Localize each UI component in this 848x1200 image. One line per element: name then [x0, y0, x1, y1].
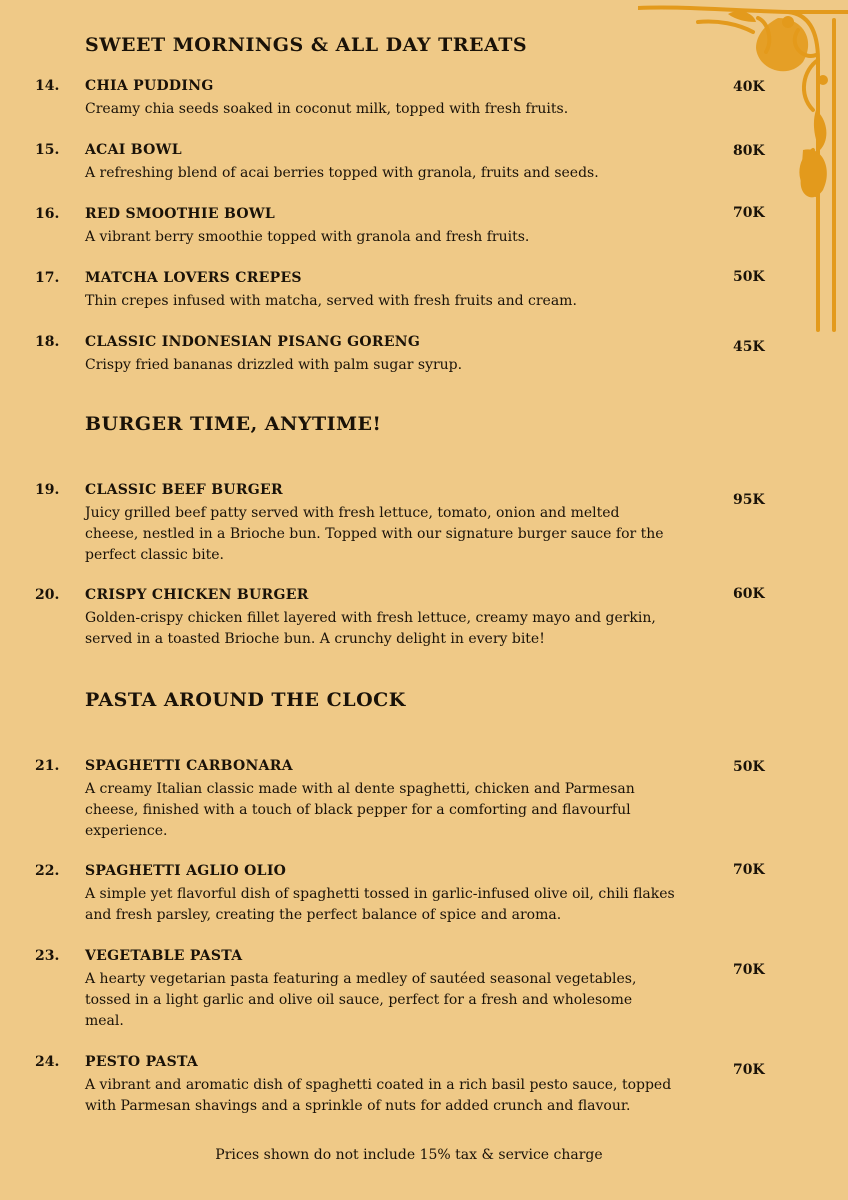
item-price: 50K	[733, 759, 765, 775]
item-name: CHIA PUDDING	[85, 78, 214, 94]
item-price: 40K	[733, 79, 765, 95]
section-title: BURGER TIME, ANYTIME!	[85, 413, 382, 435]
item-description: A vibrant and aromatic dish of spaghetti coated in a rich basil pesto sauce, topped with Parmesan shavings and a sprinkle of nuts for added crunch and flavour.	[85, 1077, 672, 1114]
item-number: 20.	[35, 587, 60, 603]
item-name: CRISPY CHICKEN BURGER	[85, 587, 309, 603]
item-name: CLASSIC INDONESIAN PISANG GORENG	[85, 334, 421, 350]
item-description: Thin crepes infused with matcha, served with fresh fruits and cream.	[85, 293, 577, 309]
item-description: Golden-crispy chicken fillet layered with fresh lettuce, creamy mayo and gerkin, served in a toasted Brioche bun. A crunchy delight in every bite!	[85, 610, 656, 647]
item-number: 14.	[35, 78, 60, 94]
item-number: 16.	[35, 206, 60, 222]
item-description: Juicy grilled beef patty served with fresh lettuce, tomato, onion and melted cheese, nestled in a Brioche bun. Topped with our signature burger sauce for the perfect classic bite.	[85, 505, 664, 563]
item-number: 24.	[35, 1054, 60, 1070]
item-name: RED SMOOTHIE BOWL	[85, 206, 276, 222]
item-name: SPAGHETTI CARBONARA	[85, 758, 293, 774]
item-price: 45K	[733, 339, 765, 355]
item-description: A simple yet flavorful dish of spaghetti tossed in garlic-infused olive oil, chili flakes and fresh parsley, creating the perfect balance of spice and aroma.	[85, 886, 675, 923]
item-number: 21.	[35, 758, 60, 774]
item-price: 70K	[733, 1062, 765, 1078]
item-price: 60K	[733, 586, 765, 602]
item-name: MATCHA LOVERS CREPES	[85, 270, 302, 286]
item-number: 22.	[35, 863, 60, 879]
item-price: 70K	[733, 962, 765, 978]
item-name: VEGETABLE PASTA	[85, 948, 243, 964]
item-description: A hearty vegetarian pasta featuring a medley of sautéed seasonal vegetables, tossed in a light garlic and olive oil sauce, perfect for a fresh and wholesome meal.	[85, 971, 637, 1029]
section-title: SWEET MORNINGS & ALL DAY TREATS	[85, 34, 528, 56]
item-description: A vibrant berry smoothie topped with granola and fresh fruits.	[85, 229, 530, 245]
item-description: Creamy chia seeds soaked in coconut milk, topped with fresh fruits.	[85, 101, 569, 117]
item-name: ACAI BOWL	[85, 142, 182, 158]
item-description: Crispy fried bananas drizzled with palm sugar syrup.	[85, 357, 463, 373]
item-price: 50K	[733, 269, 765, 285]
tax-note: Prices shown do not include 15% tax & service charge	[215, 1147, 603, 1163]
item-price: 95K	[733, 492, 765, 508]
item-name: PESTO PASTA	[85, 1054, 199, 1070]
item-number: 17.	[35, 270, 60, 286]
item-number: 19.	[35, 482, 60, 498]
item-price: 70K	[733, 205, 765, 221]
item-number: 15.	[35, 142, 60, 158]
item-name: CLASSIC BEEF BURGER	[85, 482, 283, 498]
item-number: 23.	[35, 948, 60, 964]
item-name: SPAGHETTI AGLIO OLIO	[85, 863, 287, 879]
item-price: 70K	[733, 862, 765, 878]
item-number: 18.	[35, 334, 60, 350]
item-description: A creamy Italian classic made with al dente spaghetti, chicken and Parmesan cheese, finished with a touch of black pepper for a comforting and flavourful experience.	[85, 781, 635, 839]
item-description: A refreshing blend of acai berries topped with granola, fruits and seeds.	[85, 165, 599, 181]
item-price: 80K	[733, 143, 765, 159]
section-title: PASTA AROUND THE CLOCK	[85, 689, 406, 711]
